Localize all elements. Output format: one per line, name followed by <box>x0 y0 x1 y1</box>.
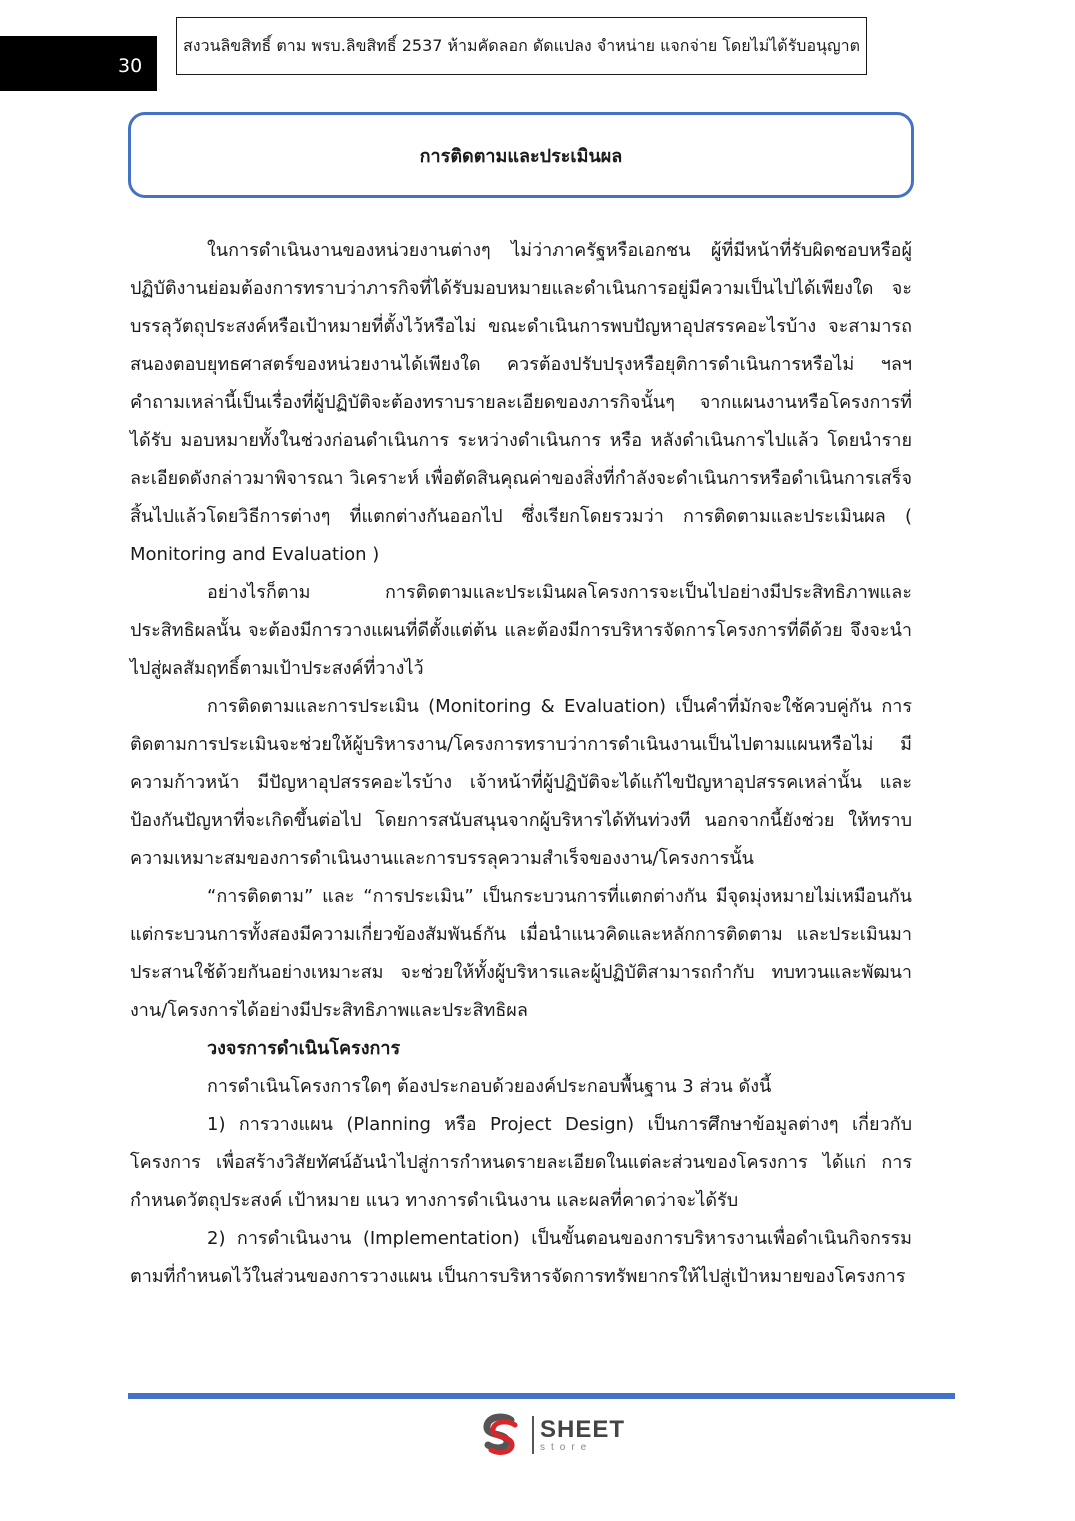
list-item-implementation: 2) การดำเนินงาน (Implementation) เป็นขั้นตอนของการบริหารงานเพื่อดำเนินกิจกรรมตามที่กำหนดไว้ในส่วนของการวางแผน เป็นการบริหารจัดการทรัพยากรให้ไปสู่เป้าหมายของโครงการ <box>130 1228 912 1287</box>
page-number: 30 <box>118 55 143 77</box>
paragraph-however: อย่างไรก็ตาม การติดตามและประเมินผลโครงการจะเป็นไปอย่างมีประสิทธิภาพและประสิทธิผลนั้น จะต้องมีการวางแผนที่ดีตั้งแต่ต้น และต้องมีการบริหารจัดการโครงการที่ดีด้วย จึงจะนำไปสู่ผลสัมฤทธิ์ตามเป้าประสงค์ที่วางไว้ <box>130 582 912 679</box>
logo-divider <box>532 1416 534 1454</box>
body-content <box>130 232 912 1296</box>
logo-subword: store <box>540 1441 593 1453</box>
section-heading: วงจรการดำเนินโครงการ <box>207 1038 401 1059</box>
copyright-text: สงวนลิขสิทธิ์ ตาม พรบ.ลิขสิทธิ์ 2537 ห้ามคัดลอก ดัดแปลง จำหน่าย แจกจ่าย โดยไม่ได้รับอนุญาต <box>183 35 860 55</box>
paragraph-intro: ในการดำเนินงานของหน่วยงานต่างๆ ไม่ว่าภาครัฐหรือเอกชน ผู้ที่มีหน้าที่รับผิดชอบหรือผู้ปฏิบัติงานย่อมต้องการทราบว่าภารกิจที่ได้รับมอบหมายและดำเนินการอยู่มีความเป็นไปได้เพียงใด จะบรรลุวัตถุประสงค์หรือเป้าหมายที่ตั้งไว้หรือไม่ ขณะดำเนินการพบปัญหาอุปสรรคอะไรบ้าง จะสามารถสนองตอบยุทธศาสตร์ของหน่วยงานได้เพียงใด ควรต้องปรับปรุงหรือยุติการดำเนินการหรือไม่ ฯลฯ คำถามเหล่านี้เป็นเรื่องที่ผู้ปฏิบัติจะต้องทราบรายละเอียดของภารกิจนั้นๆ จากแผนงานหรือโครงการที่ได้รับ มอบหมายทั้งในช่วงก่อนดำเนินการ ระหว่างดำเนินการ หรือ หลังดำเนินการไปแล้ว โดยนำรายละเอียดดังกล่าวมาพิจารณา วิเคราะห์ เพื่อตัดสินคุณค่าของสิ่งที่กำลังจะดำเนินการหรือดำเนินการเสร็จสิ้นไปแล้วโดยวิธีการต่างๆ ที่แตกต่างกันออกไป ซึ่งเรียกโดยรวมว่า การติดตามและประเมินผล ( Monitoring and Evaluation ) <box>130 240 912 565</box>
sheet-store-logo <box>478 1412 625 1458</box>
paragraph-monitoring-evaluation: การติดตามและการประเมิน (Monitoring & Evaluation) เป็นคำที่มักจะใช้ควบคู่กัน การติดตามการประเมินจะช่วยให้ผู้บริหารงาน/โครงการทราบว่าการดำเนินงานเป็นไปตามแผนหรือไม่ มีความก้าวหน้า มีปัญหาอุปสรรคอะไรบ้าง เจ้าหน้าที่ผู้ปฏิบัติจะได้แก้ไขปัญหาอุปสรรคเหล่านั้น และป้องกันปัญหาที่จะเกิดขึ้นต่อไป โดยการสนับสนุนจากผู้บริหารได้ทันท่วงที นอกจากนี้ยังช่วย ให้ทราบความเหมาะสมของการดำเนินงานและการบรรลุความสำเร็จของงาน/โครงการนั้น <box>130 696 912 869</box>
footer-divider <box>128 1393 955 1399</box>
logo-text <box>540 1415 626 1453</box>
title-box <box>128 112 914 198</box>
section-intro: การดำเนินโครงการใดๆ ต้องประกอบด้วยองค์ประกอบพื้นฐาน 3 ส่วน ดังนี้ <box>207 1076 772 1097</box>
list-item-planning: 1) การวางแผน (Planning หรือ Project Design) เป็นการศึกษาข้อมูลต่างๆ เกี่ยวกับโครงการ เพื่อสร้างวิสัยทัศน์อันนำไปสู่การกำหนดรายละเอียดในแต่ละส่วนของโครงการ ได้แก่ การกำหนดวัตถุประสงค์ เป้าหมาย แนว ทางการดำเนินงาน และผลที่คาดว่าจะได้รับ <box>130 1114 912 1211</box>
logo-word: SHEET <box>540 1415 626 1443</box>
page-title: การติดตามและประเมินผล <box>419 145 623 167</box>
logo-s-icon <box>478 1412 524 1458</box>
copyright-notice <box>176 17 867 75</box>
paragraph-processes: “การติดตาม” และ “การประเมิน” เป็นกระบวนการที่แตกต่างกัน มีจุดมุ่งหมายไม่เหมือนกัน แต่กระบวนการทั้งสองมีความเกี่ยวข้องสัมพันธ์กัน เมื่อนำแนวคิดและหลักการติดตาม และประเมินมาประสานใช้ด้วยกันอย่างเหมาะสม จะช่วยให้ทั้งผู้บริหารและผู้ปฏิบัติสามารถกำกับ ทบทวนและพัฒนางาน/โครงการได้อย่างมีประสิทธิภาพและประสิทธิผล <box>130 886 912 1021</box>
page-number-badge <box>0 36 157 91</box>
